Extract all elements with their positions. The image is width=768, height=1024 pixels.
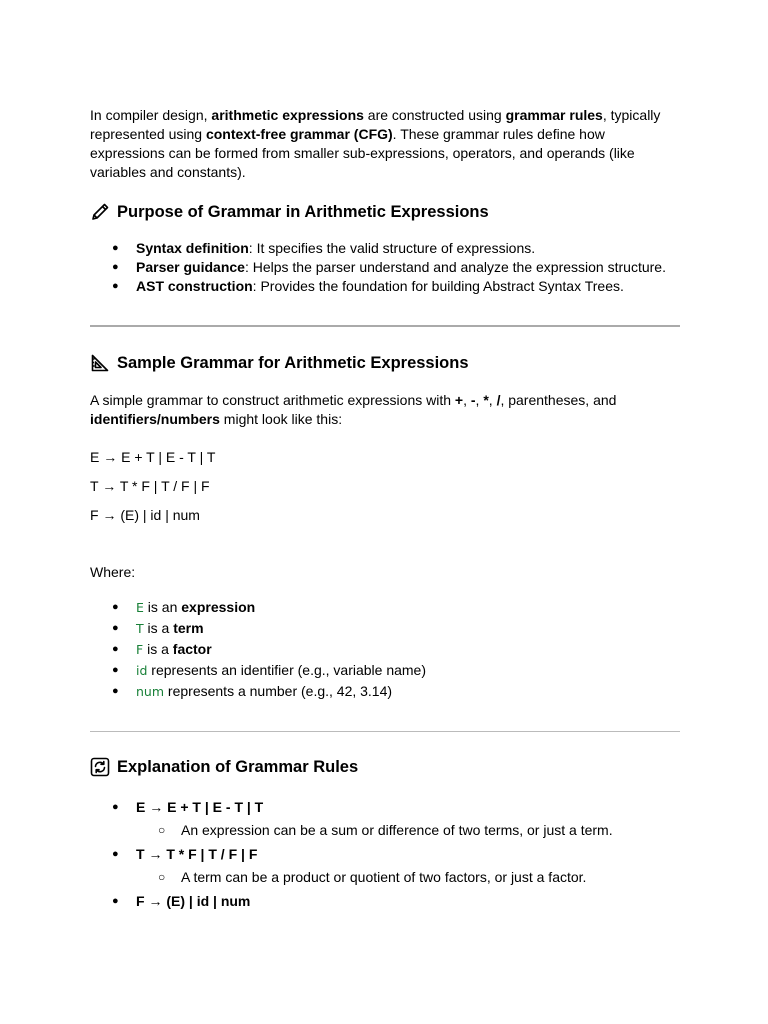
explanation-heading-text: Explanation of Grammar Rules	[117, 758, 359, 776]
intro-bold-2: grammar rules	[505, 107, 603, 123]
rule-text: F → (E) | id | num	[136, 893, 251, 909]
operator-divide: /	[496, 392, 501, 408]
list-item-term: AST construction	[136, 278, 253, 294]
list-item-text: : Provides the foundation for building Abstract Syntax Trees.	[252, 278, 624, 294]
list-item	[90, 239, 680, 258]
intro-text-3: , typically represented using	[90, 107, 661, 142]
sub-list	[136, 868, 680, 887]
list-item	[90, 660, 680, 681]
list-item-bold: term	[173, 620, 204, 636]
list-item-text: : It specifies the valid structure of expressions.	[248, 240, 536, 256]
lead-comma: ,	[475, 392, 484, 408]
rule-text: T → T * F | T / F | F	[136, 846, 258, 862]
list-item-text: is a	[143, 641, 173, 657]
explanation-heading	[90, 756, 680, 778]
list-item-bold: factor	[172, 641, 212, 657]
explanation-list	[90, 798, 680, 911]
list-item-text: represents a number (e.g., 42, 3.14)	[164, 683, 393, 699]
grammar-rule-f: F → (E) | id | num	[90, 507, 200, 523]
lead-text-1: A simple grammar to construct arithmetic expressions with	[90, 392, 455, 408]
sub-list-item: ○ A term can be a product or quotient of two factors, or just a factor.	[136, 868, 680, 887]
sub-list-item: ○ An expression can be a sum or difference of two terms, or just a term.	[136, 821, 680, 840]
lead-comma: ,	[488, 392, 497, 408]
list-item	[90, 681, 680, 702]
intro-bold-3: context-free grammar (CFG)	[205, 126, 393, 142]
purpose-heading-text: Purpose of Grammar in Arithmetic Expressions	[117, 203, 489, 221]
list-item	[90, 618, 680, 639]
operator-plus: +	[454, 392, 464, 408]
lead-comma: ,	[463, 392, 471, 408]
sample-heading-text: Sample Grammar for Arithmetic Expressions	[117, 354, 469, 372]
sub-list	[136, 821, 680, 840]
list-item-term: Parser guidance	[136, 259, 245, 275]
purpose-heading	[90, 201, 680, 223]
list-item-text: is a	[143, 620, 174, 636]
code-symbol: F	[136, 642, 144, 657]
triangle-ruler-icon	[90, 353, 110, 373]
list-item	[90, 798, 680, 840]
section-divider	[90, 731, 680, 732]
list-item-term: Syntax definition	[136, 240, 249, 256]
code-symbol: num	[136, 684, 165, 699]
sample-heading	[90, 352, 680, 374]
lead-text-2: , parentheses, and	[500, 392, 617, 408]
document-body	[90, 106, 680, 911]
list-item-bold: expression	[181, 599, 256, 615]
operator-minus: -	[470, 392, 476, 408]
lead-text-3: might look like this:	[219, 411, 343, 427]
operator-multiply: *	[483, 392, 489, 408]
list-item	[90, 597, 680, 618]
intro-text-2: are constructed using	[363, 107, 506, 123]
intro-text-4: . These grammar rules define how expressions can be formed from smaller sub-expressions, operators, and operands (like variables and constants).	[90, 126, 635, 180]
intro-text-1: In compiler design,	[90, 107, 212, 123]
intro-paragraph	[90, 106, 680, 182]
lead-bold-identifiers: identifiers/numbers	[90, 411, 220, 427]
list-item	[90, 845, 680, 887]
list-item	[90, 892, 680, 911]
list-item	[90, 277, 680, 296]
code-symbol: id	[136, 663, 148, 678]
where-list	[90, 597, 680, 702]
repeat-icon	[90, 757, 110, 777]
grammar-rule-e: E → E + T | E - T | T	[90, 449, 216, 465]
sample-lead-paragraph	[90, 391, 680, 429]
list-item-text: represents an identifier (e.g., variable name)	[147, 662, 427, 678]
where-label: Where:	[90, 564, 136, 580]
code-symbol: E	[136, 600, 144, 615]
rule-text: E → E + T | E - T | T	[136, 799, 264, 815]
intro-bold-1: arithmetic expressions	[211, 107, 364, 123]
section-divider	[90, 325, 680, 327]
code-symbol: T	[136, 621, 144, 636]
pencil-icon	[90, 202, 110, 222]
grammar-rule-t: T → T * F | T / F | F	[90, 478, 210, 494]
list-item-text: : Helps the parser understand and analyze the expression structure.	[244, 259, 666, 275]
list-item-text: is an	[143, 599, 182, 615]
purpose-list	[90, 239, 680, 296]
list-item	[90, 639, 680, 660]
list-item	[90, 258, 680, 277]
